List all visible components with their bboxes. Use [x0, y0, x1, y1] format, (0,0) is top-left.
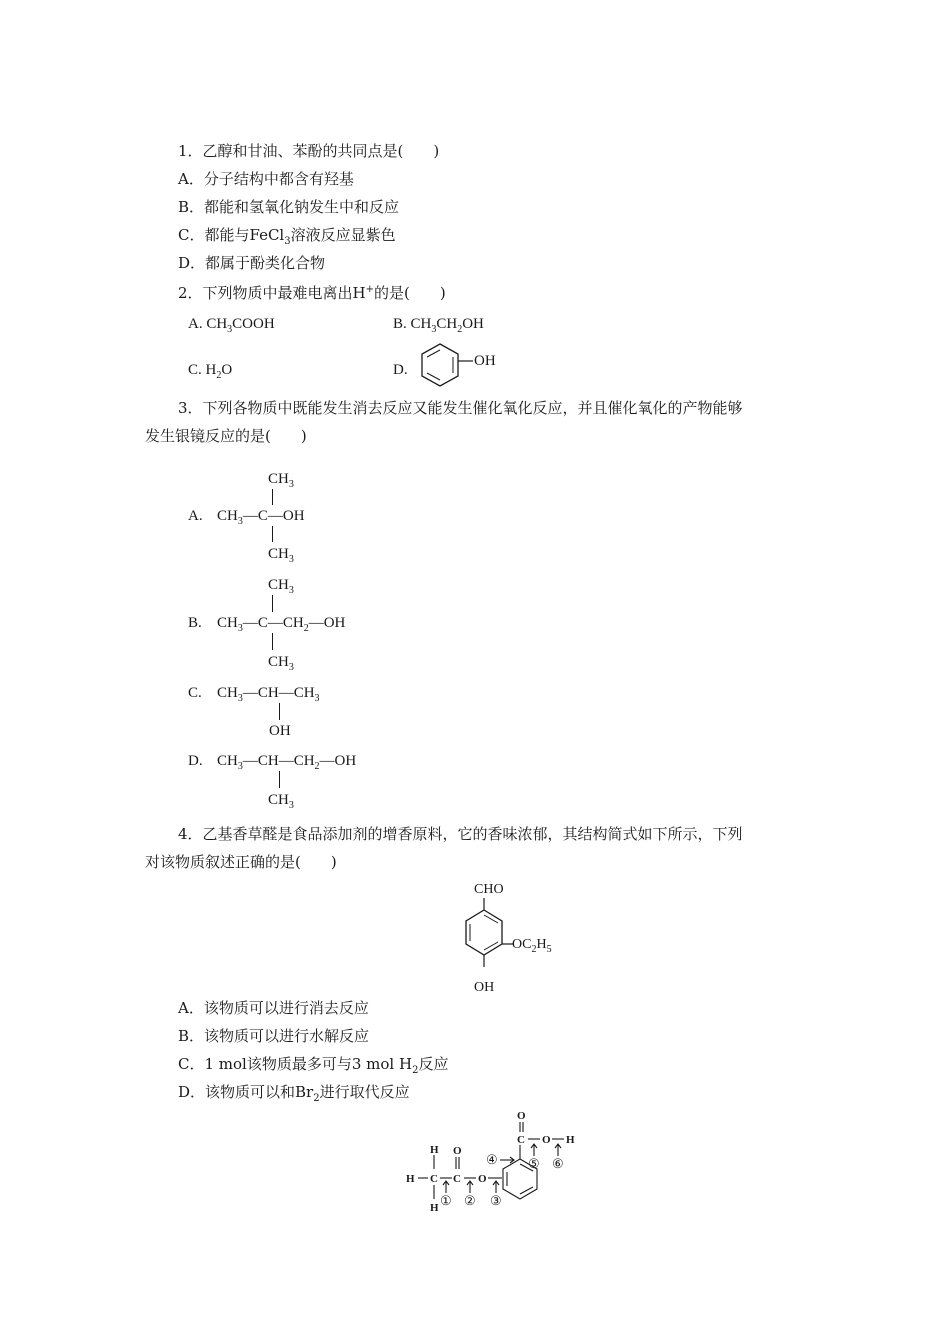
q3-d-bond-down [279, 771, 280, 788]
q3-option-b-label: B. [188, 615, 202, 631]
q3-d-main-chain: $CH_3—CH—CH_2—OH$ [217, 753, 357, 772]
aspirin-bond-4: ④ [486, 1152, 498, 1167]
q4-option-c: C．1 mol该物质最多可与3 mol $H_2$反应 [178, 1055, 449, 1076]
q2-option-d-label: D. [393, 362, 408, 378]
q4-stem-line1: 4．乙基香草醛是食品添加剂的增香原料，它的香味浓郁，其结构简式如下所示，下列 [178, 825, 743, 843]
aspirin-c-acid: C [517, 1134, 525, 1146]
q2-stem: 2．下列物质中最难电离出H+的是( ) [178, 284, 446, 302]
q3-a-bottom-ch3: $CH_3$ [268, 546, 294, 565]
q2-option-c: C. $H_2O$ [188, 362, 233, 381]
aspirin-h-bottom: H [430, 1202, 439, 1214]
aspirin-h-left: H [406, 1173, 415, 1185]
q3-d-bottom-ch3: $CH_3$ [268, 792, 294, 811]
aspirin-h-top: H [430, 1144, 439, 1156]
q4-oc2h5: $OC_2H_5$ [512, 937, 552, 955]
q3-a-main-chain: $CH_3—C—OH$ [217, 508, 305, 527]
q3-stem-line2: 发生银镜反应的是( ) [145, 427, 307, 445]
q4-option-a: A．该物质可以进行消去反应 [178, 999, 369, 1017]
q3-stem-line1: 3．下列各物质中既能发生消去反应又能发生催化氧化反应，并且催化氧化的产物能够 [178, 399, 743, 417]
q3-a-top-ch3: $CH_3$ [268, 471, 294, 490]
q3-a-bond-up [272, 489, 273, 505]
q4-cho: CHO [474, 882, 504, 897]
aspirin-o-hydroxyl: O [542, 1134, 551, 1146]
q3-option-d-label: D. [188, 753, 203, 769]
q4-stem-line2: 对该物质叙述正确的是( ) [145, 853, 337, 871]
q2-option-a: A. $CH_3COOH$ [188, 316, 275, 335]
aspirin-c-methyl: C [430, 1173, 438, 1185]
q3-option-a-label: A. [188, 508, 203, 524]
q4-oh: OH [474, 980, 495, 995]
aspirin-o-ester: O [478, 1173, 487, 1185]
aspirin-structure [400, 1105, 590, 1217]
q4-option-d: D．该物质可以和$Br_2$进行取代反应 [178, 1083, 410, 1104]
q1-option-c: C．都能与FeCl$_3$溶液反应显紫色 [178, 226, 396, 247]
q3-option-c-label: C. [188, 685, 202, 701]
aspirin-bond-2: ② [464, 1193, 476, 1208]
aspirin-bond-3: ③ [490, 1193, 502, 1208]
q4-option-b: B．该物质可以进行水解反应 [178, 1027, 370, 1045]
q2-option-d-oh: OH [474, 353, 496, 369]
q1-option-d: D．都属于酚类化合物 [178, 254, 326, 272]
q1-option-a: A．分子结构中都含有羟基 [178, 170, 354, 188]
q3-b-bond-down [272, 633, 273, 650]
q2-option-b: B. $CH_3CH_2OH$ [393, 316, 484, 335]
aspirin-bond-6: ⑥ [552, 1156, 564, 1171]
aspirin-o-acid: O [517, 1110, 526, 1122]
q3-c-bond-down [279, 703, 280, 720]
q3-b-main-chain: $CH_3—C—CH_2—OH$ [217, 615, 346, 634]
q3-c-main-chain: $CH_3—CH—CH_3$ [217, 685, 320, 704]
aspirin-c-ester: C [453, 1173, 461, 1185]
q3-a-bond-down [272, 526, 273, 542]
q1-stem: 1．乙醇和甘油、苯酚的共同点是( ) [178, 142, 440, 160]
aspirin-o-carbonyl: O [453, 1145, 462, 1157]
q1-option-b: B．都能和氢氧化钠发生中和反应 [178, 198, 400, 216]
q3-c-bottom-oh: OH [269, 723, 291, 739]
q3-b-top-ch3: $CH_3$ [268, 577, 294, 596]
aspirin-h-acid: H [566, 1134, 575, 1146]
aspirin-bond-1: ① [440, 1193, 452, 1208]
q3-b-bond-up [272, 595, 273, 612]
aspirin-bond-5: ⑤ [528, 1156, 540, 1171]
q3-b-bottom-ch3: $CH_3$ [268, 654, 294, 673]
